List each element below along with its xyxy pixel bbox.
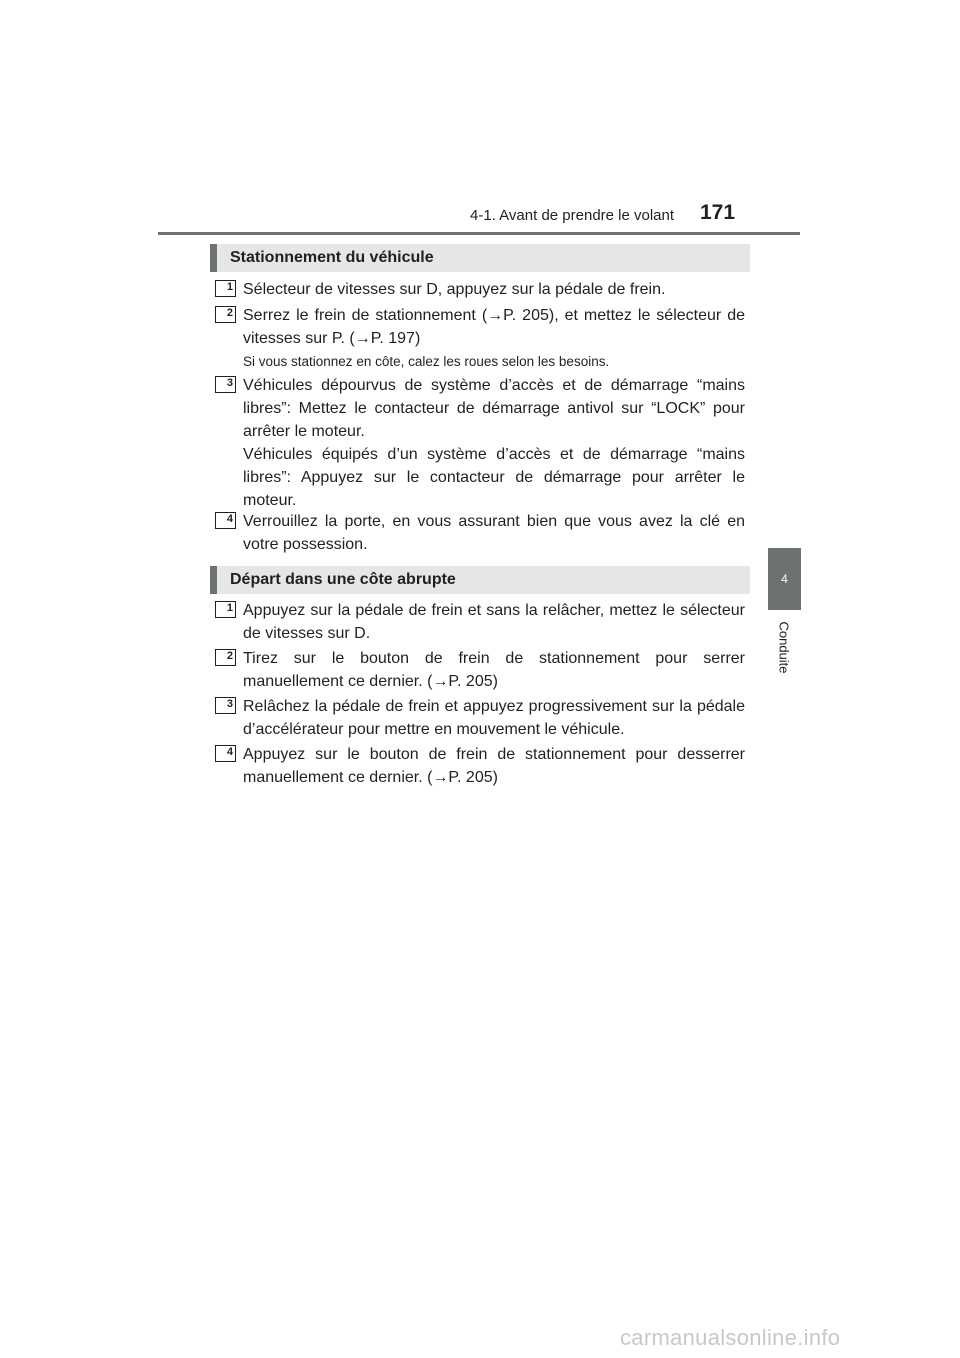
step-badge: 1	[215, 601, 236, 618]
step-badge: 4	[215, 745, 236, 762]
step-badge: 2	[215, 649, 236, 666]
step-text: Tirez sur le bouton de frein de stationnement pour serrer manuellement ce dernier. (→P. 205)	[243, 650, 745, 690]
section-title: Stationnement du véhicule	[230, 249, 434, 266]
step-text: Relâchez la pédale de frein et appuyez progressivement sur la pédale d’accélérateur pour mettre en mouvement le véhicule.	[243, 698, 745, 738]
chapter-label-text: Conduite	[776, 620, 792, 674]
step-text: Sélecteur de vitesses sur D, appuyez sur la pédale de frein.	[243, 281, 666, 298]
section-header-parking	[210, 244, 750, 272]
section-title: Départ dans une côte abrupte	[230, 571, 456, 588]
step-badge: 2	[215, 306, 236, 323]
chapter-label	[760, 612, 808, 682]
watermark: carmanualsonline.info	[620, 1325, 841, 1350]
step-text: Véhicules dépourvus de système d’accès et de démarrage “mains libres”: Mettez le contacteur de démarrage antivol sur “LOCK” pour arrêter le moteur.	[243, 377, 745, 440]
step-text: Serrez le frein de stationnement (→P. 205), et mettez le sélecteur de vitesses sur P. (→P. 197)	[243, 307, 745, 347]
step-badge: 3	[215, 697, 236, 714]
header-rule	[158, 232, 800, 235]
step-text: Véhicules équipés d’un système d’accès et de démarrage “mains libres”: Appuyez sur le contacteur de démarrage pour arrêter le moteur.	[243, 446, 745, 509]
header-breadcrumb: 4-1. Avant de prendre le volant	[470, 207, 675, 224]
chapter-tab: 4	[768, 548, 801, 610]
step-badge: 4	[215, 512, 236, 529]
step-note: Si vous stationnez en côte, calez les roues selon les besoins.	[243, 354, 610, 369]
step-text: Appuyez sur la pédale de frein et sans la relâcher, mettez le sélecteur de vitesses sur D.	[243, 602, 745, 642]
step-text: Verrouillez la porte, en vous assurant bien que vous avez la clé en votre possession.	[243, 513, 745, 553]
page-number: 171	[700, 201, 736, 224]
step-text: Appuyez sur le bouton de frein de stationnement pour desserrer manuellement ce dernier. (→P. 205)	[243, 746, 745, 786]
step-badge: 3	[215, 376, 236, 393]
section-header-hill-start	[210, 566, 750, 594]
step-badge: 1	[215, 280, 236, 297]
